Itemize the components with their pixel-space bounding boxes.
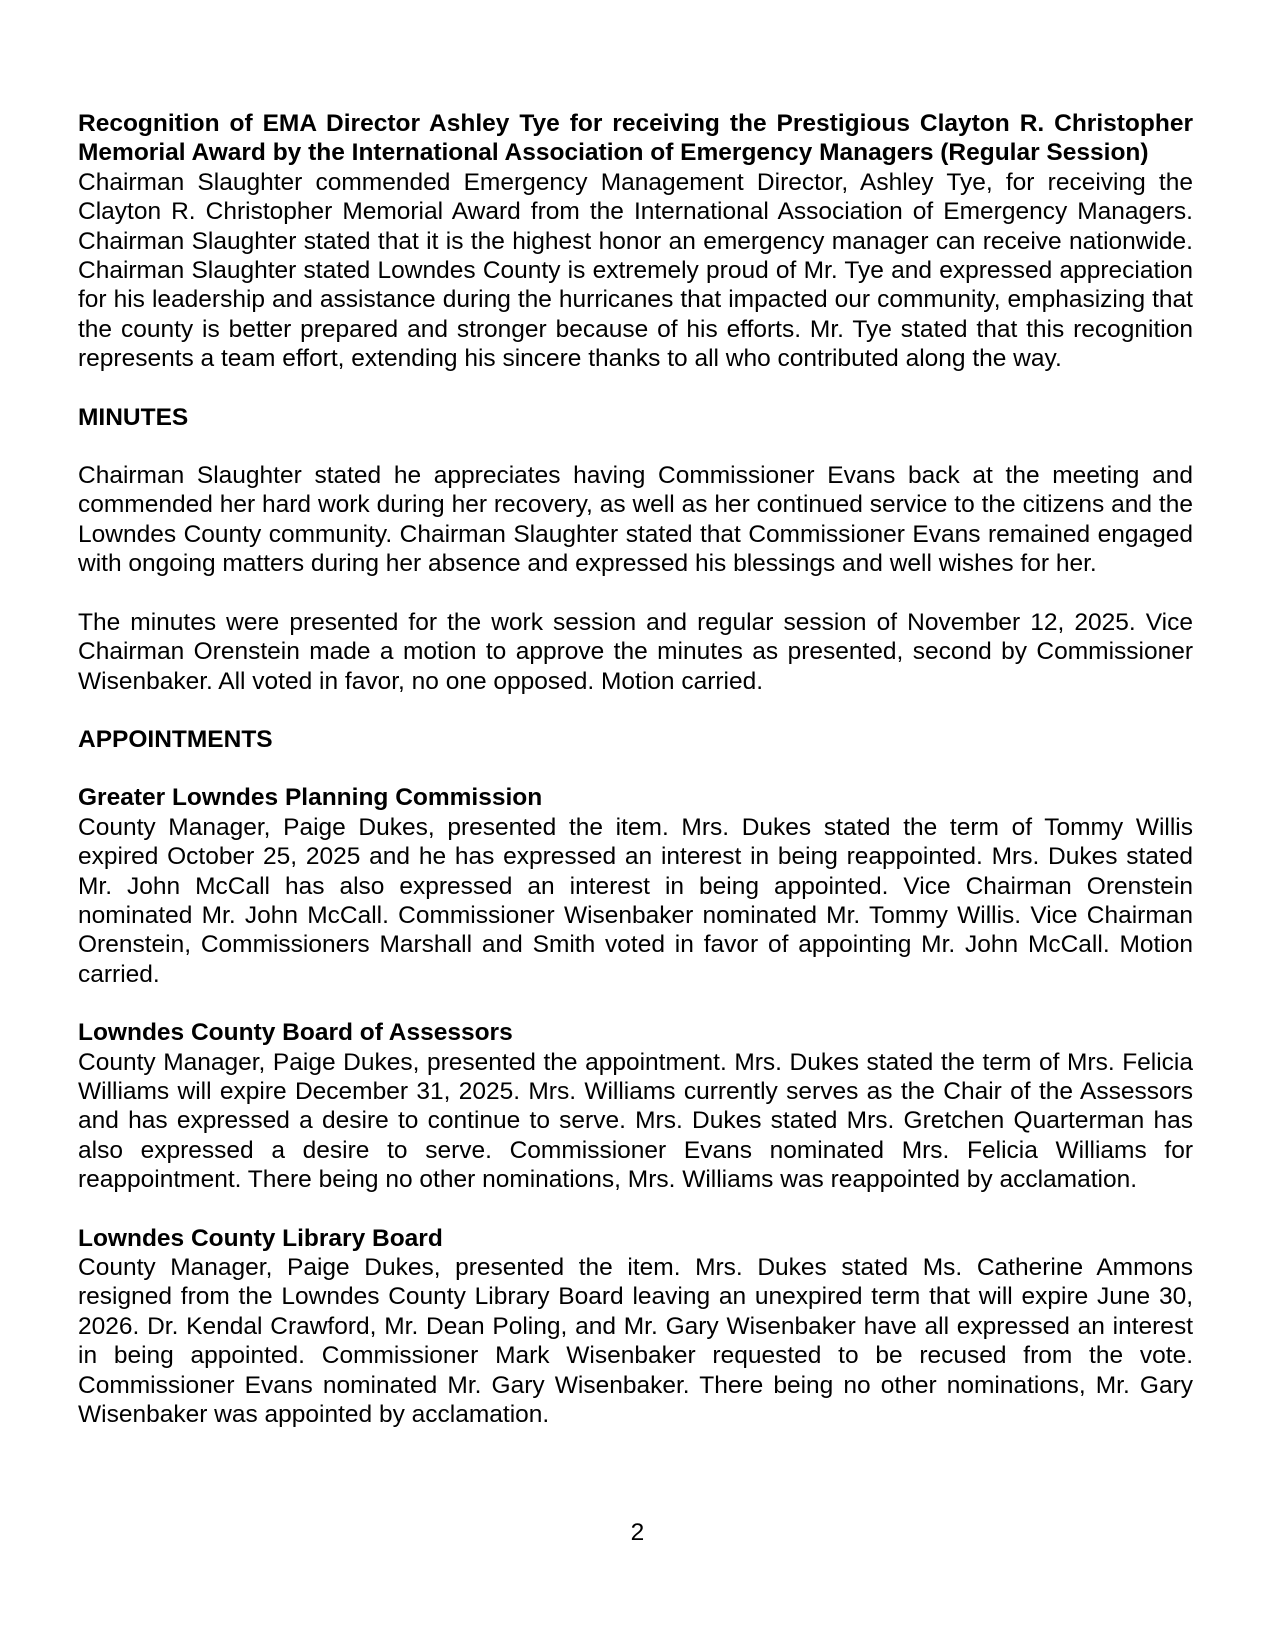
document-body — [78, 109, 1193, 1429]
recognition-section-title: Recognition of EMA Director Ashley Tye for receiving the Prestigious Clayton R. Christopher Memorial Award by the International Association of Emergency Managers (Regular Session) — [78, 110, 1193, 167]
minutes-paragraph-1: Chairman Slaughter stated he appreciates having Commissioner Evans back at the meeting and commended her hard work during her recovery, as well as her continued service to the citizens and the Lowndes County community. Chairman Slaughter stated that Commissioner Evans remained engaged with ongoing matters during her absence and expressed his blessings and well wishes for her. — [78, 462, 1193, 578]
minutes-paragraph-2: The minutes were presented for the work session and regular session of November 12, 2025. Vice Chairman Orenstein made a motion to approve the minutes as presented, second by Commissioner Wisenbaker. All voted in favor, no one opposed. Motion carried. — [78, 608, 1193, 695]
appointment-body-planning-commission: County Manager, Paige Dukes, presented the item. Mrs. Dukes stated the term of Tommy Willis expired October 25, 2025 and he has expressed an interest in being reappointed. Mrs. Dukes stated Mr. John McCall has also expressed an interest in being appointed. Vice Chairman Orenstein nominated Mr. John McCall. Commissioner Wisenbaker nominated Mr. Tommy Willis. Vice Chairman Orenstein, Commissioners Marshall and Smith voted in favor of appointing Mr. John McCall. Motion carried. — [78, 813, 1193, 988]
page-number: 2 — [630, 1519, 645, 1546]
appointment-body-library-board: County Manager, Paige Dukes, presented the item. Mrs. Dukes stated Ms. Catherine Ammons resigned from the Lowndes County Library Board leaving an unexpired term that will expire June 30, 2026. Dr. Kendal Crawford, Mr. Dean Poling, and Mr. Gary Wisenbaker have all expressed an interest in being appointed. Commissioner Mark Wisenbaker requested to be recused from the vote. Commissioner Evans nominated Mr. Gary Wisenbaker. There being no other nominations, Mr. Gary Wisenbaker was appointed by acclamation. — [78, 1254, 1193, 1429]
appointment-body-board-of-assessors: County Manager, Paige Dukes, presented the appointment. Mrs. Dukes stated the term of Mrs. Felicia Williams will expire December 31, 2025. Mrs. Williams currently serves as the Chair of the Assessors and has expressed a desire to continue to serve. Mrs. Dukes stated Mrs. Gretchen Quarterman has also expressed a desire to serve. Commissioner Evans nominated Mrs. Felicia Williams for reappointment. There being no other nominations, Mrs. Williams was reappointed by acclamation. — [78, 1048, 1193, 1194]
appointment-item-planning-commission — [78, 783, 1193, 989]
appointment-title-planning-commission: Greater Lowndes Planning Commission — [78, 784, 543, 812]
recognition-paragraph: Chairman Slaughter commended Emergency Management Director, Ashley Tye, for receiving the Clayton R. Christopher Memorial Award from the International Association of Emergency Managers. Chairman Slaughter stated that it is the highest honor an emergency manager can receive nationwide. Chairman Slaughter stated Lowndes County is extremely proud of Mr. Tye and expressed appreciation for his leadership and assistance during the hurricanes that impacted our community, emphasizing that the county is better prepared and stronger because of his efforts. Mr. Tye stated that this recognition represents a team effort, extending his sincere thanks to all who contributed along the way. — [78, 168, 1193, 373]
appointment-title-board-of-assessors: Lowndes County Board of Assessors — [78, 1019, 513, 1047]
appointment-item-library-board — [78, 1224, 1193, 1430]
appointments-heading: APPOINTMENTS — [78, 725, 273, 753]
appointment-item-board-of-assessors — [78, 1018, 1193, 1194]
minutes-heading: MINUTES — [78, 403, 189, 431]
appointment-title-library-board: Lowndes County Library Board — [78, 1224, 443, 1252]
